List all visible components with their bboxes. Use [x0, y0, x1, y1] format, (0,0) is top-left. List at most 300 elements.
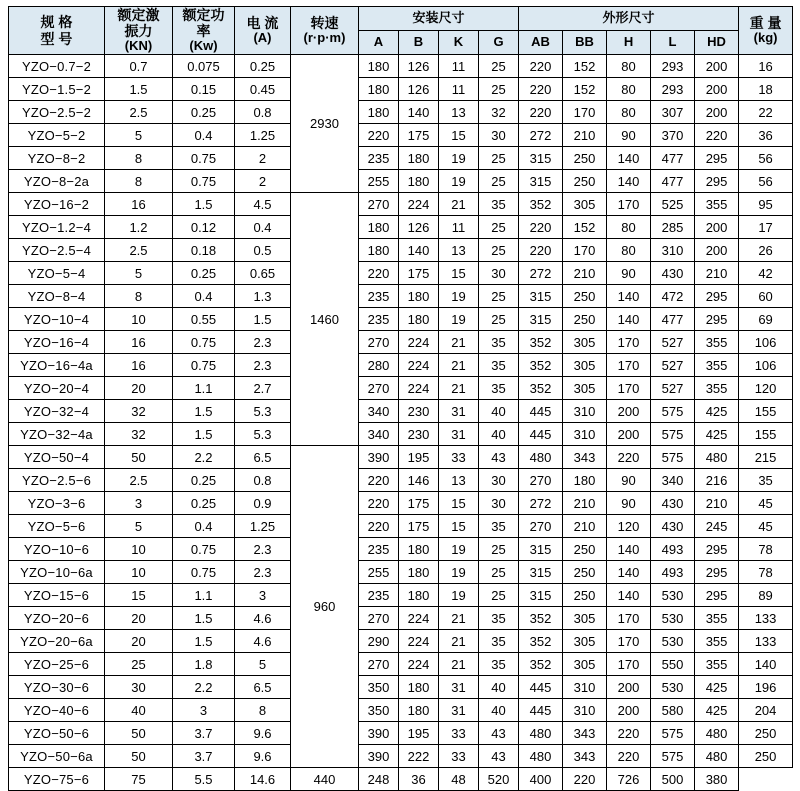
cell-BB: 152 — [563, 55, 607, 78]
table-row — [9, 262, 793, 285]
cell-HD: 480 — [695, 722, 739, 745]
cell-A: 220 — [359, 124, 399, 147]
cell-G: 35 — [479, 354, 519, 377]
cell-AB: 315 — [519, 561, 563, 584]
cell-L: 472 — [651, 285, 695, 308]
cell-current: 5.3 — [235, 400, 291, 423]
cell-H: 80 — [607, 55, 651, 78]
cell-BB: 170 — [563, 101, 607, 124]
cell-K: 15 — [439, 492, 479, 515]
cell-BB: 343 — [563, 722, 607, 745]
cell-model: YZO−16−4a — [9, 354, 105, 377]
cell-HD: 295 — [695, 147, 739, 170]
cell-L: 493 — [651, 538, 695, 561]
cell-G: 35 — [479, 331, 519, 354]
cell-K: 21 — [439, 193, 479, 216]
cell-A: 220 — [359, 469, 399, 492]
table-row — [9, 561, 793, 584]
cell-AB: 352 — [519, 630, 563, 653]
cell-H: 140 — [607, 561, 651, 584]
cell-power: 0.4 — [173, 285, 235, 308]
cell-K: 36 — [399, 768, 439, 791]
cell-L: 527 — [651, 377, 695, 400]
cell-L: 525 — [651, 193, 695, 216]
cell-model: YZO−50−6a — [9, 745, 105, 768]
cell-K: 11 — [439, 55, 479, 78]
cell-B: 175 — [399, 262, 439, 285]
cell-power: 0.15 — [173, 78, 235, 101]
cell-B: 180 — [399, 676, 439, 699]
cell-model: YZO−2.5−2 — [9, 101, 105, 124]
cell-power: 0.25 — [173, 262, 235, 285]
cell-L: 575 — [651, 745, 695, 768]
table-row — [9, 676, 793, 699]
cell-L: 370 — [651, 124, 695, 147]
cell-H: 170 — [607, 377, 651, 400]
cell-current: 2.3 — [235, 331, 291, 354]
cell-weight: 69 — [739, 308, 793, 331]
cell-G: 25 — [479, 285, 519, 308]
cell-G: 35 — [479, 630, 519, 653]
cell-H: 200 — [607, 423, 651, 446]
cell-H: 170 — [607, 653, 651, 676]
header-power-line2: 率 — [196, 23, 211, 40]
cell-BB: 180 — [563, 469, 607, 492]
cell-K: 33 — [439, 446, 479, 469]
cell-A: 270 — [359, 607, 399, 630]
cell-L: 477 — [651, 170, 695, 193]
cell-B: 224 — [399, 193, 439, 216]
cell-weight: 155 — [739, 423, 793, 446]
cell-K: 21 — [439, 630, 479, 653]
cell-current: 5 — [235, 653, 291, 676]
cell-HD: 200 — [695, 78, 739, 101]
header-current-unit: (A) — [253, 30, 272, 46]
cell-B: 180 — [399, 170, 439, 193]
cell-AB: 272 — [519, 262, 563, 285]
cell-weight: 42 — [739, 262, 793, 285]
cell-B: 180 — [399, 699, 439, 722]
table-row — [9, 216, 793, 239]
cell-weight: 95 — [739, 193, 793, 216]
cell-HD: 480 — [695, 446, 739, 469]
cell-AB: 220 — [519, 55, 563, 78]
cell-B: 180 — [399, 561, 439, 584]
cell-HD: 200 — [695, 216, 739, 239]
cell-power: 1.5 — [173, 630, 235, 653]
cell-A: 390 — [359, 745, 399, 768]
cell-G: 43 — [479, 722, 519, 745]
cell-weight: 196 — [739, 676, 793, 699]
cell-AB: 315 — [519, 538, 563, 561]
cell-BB: 343 — [563, 446, 607, 469]
cell-K: 13 — [439, 101, 479, 124]
cell-power: 0.4 — [173, 515, 235, 538]
header-weight — [739, 7, 793, 55]
cell-current: 0.65 — [235, 262, 291, 285]
cell-H: 220 — [563, 768, 607, 791]
cell-model: YZO−50−4 — [9, 446, 105, 469]
cell-force: 8 — [105, 170, 173, 193]
table-row — [9, 722, 793, 745]
cell-AB: 352 — [519, 607, 563, 630]
cell-current: 5.3 — [235, 423, 291, 446]
cell-A: 440 — [291, 768, 359, 791]
cell-G: 43 — [479, 446, 519, 469]
cell-G: 30 — [479, 469, 519, 492]
cell-current: 4.5 — [235, 193, 291, 216]
cell-weight: 36 — [739, 124, 793, 147]
cell-BB: 250 — [563, 285, 607, 308]
cell-L: 285 — [651, 216, 695, 239]
cell-weight: 155 — [739, 400, 793, 423]
cell-G: 48 — [439, 768, 479, 791]
cell-model: YZO−32−4a — [9, 423, 105, 446]
header-sub-AB: AB — [519, 31, 563, 55]
cell-B: 230 — [399, 423, 439, 446]
cell-AB: 480 — [519, 722, 563, 745]
cell-G: 30 — [479, 262, 519, 285]
cell-power: 1.1 — [173, 584, 235, 607]
cell-G: 40 — [479, 676, 519, 699]
cell-G: 25 — [479, 308, 519, 331]
cell-HD: 425 — [695, 400, 739, 423]
header-sub-K: K — [439, 31, 479, 55]
cell-force: 50 — [105, 745, 173, 768]
cell-weight: 18 — [739, 78, 793, 101]
cell-HD: 200 — [695, 55, 739, 78]
cell-B: 230 — [399, 400, 439, 423]
cell-H: 200 — [607, 699, 651, 722]
cell-HD: 480 — [695, 745, 739, 768]
cell-force: 8 — [105, 147, 173, 170]
cell-K: 31 — [439, 676, 479, 699]
header-model-line2: 型 号 — [40, 30, 73, 47]
cell-HD: 200 — [695, 239, 739, 262]
cell-weight: 133 — [739, 630, 793, 653]
cell-HD: 355 — [695, 653, 739, 676]
cell-H: 90 — [607, 492, 651, 515]
cell-H: 140 — [607, 308, 651, 331]
table-row — [9, 423, 793, 446]
cell-power: 1.8 — [173, 653, 235, 676]
cell-L: 580 — [651, 699, 695, 722]
cell-weight: 106 — [739, 354, 793, 377]
cell-G: 25 — [479, 584, 519, 607]
cell-force: 50 — [105, 446, 173, 469]
cell-force: 5 — [105, 515, 173, 538]
cell-AB: 315 — [519, 170, 563, 193]
cell-power: 3.7 — [173, 745, 235, 768]
cell-power: 0.75 — [173, 331, 235, 354]
cell-model: YZO−10−6a — [9, 561, 105, 584]
header-sub-L: L — [651, 31, 695, 55]
cell-BB: 305 — [563, 354, 607, 377]
cell-weight: 56 — [739, 147, 793, 170]
cell-power: 2.2 — [173, 676, 235, 699]
cell-L: 530 — [651, 676, 695, 699]
cell-G: 25 — [479, 538, 519, 561]
cell-model: YZO−20−6a — [9, 630, 105, 653]
table-row — [9, 400, 793, 423]
cell-L: 575 — [651, 423, 695, 446]
cell-G: 35 — [479, 193, 519, 216]
cell-power: 0.25 — [173, 101, 235, 124]
cell-G: 32 — [479, 101, 519, 124]
cell-BB: 400 — [519, 768, 563, 791]
cell-A: 255 — [359, 170, 399, 193]
cell-A: 270 — [359, 653, 399, 676]
cell-AB: 315 — [519, 584, 563, 607]
cell-H: 170 — [607, 607, 651, 630]
cell-A: 340 — [359, 423, 399, 446]
cell-power: 0.75 — [173, 354, 235, 377]
cell-H: 140 — [607, 147, 651, 170]
cell-BB: 343 — [563, 745, 607, 768]
cell-weight: 56 — [739, 170, 793, 193]
cell-A: 180 — [359, 78, 399, 101]
cell-G: 25 — [479, 216, 519, 239]
cell-AB: 315 — [519, 308, 563, 331]
header-sub-G: G — [479, 31, 519, 55]
header-weight-unit: (kg) — [753, 30, 778, 46]
cell-HD: 425 — [695, 423, 739, 446]
cell-force: 10 — [105, 538, 173, 561]
cell-current: 6.5 — [235, 446, 291, 469]
cell-H: 90 — [607, 262, 651, 285]
cell-BB: 250 — [563, 170, 607, 193]
cell-H: 170 — [607, 331, 651, 354]
cell-BB: 305 — [563, 630, 607, 653]
cell-AB: 270 — [519, 515, 563, 538]
cell-B: 180 — [399, 538, 439, 561]
cell-H: 220 — [607, 745, 651, 768]
cell-rpm: 1460 — [291, 193, 359, 446]
table-row — [9, 630, 793, 653]
cell-H: 200 — [607, 676, 651, 699]
cell-B: 224 — [399, 331, 439, 354]
cell-current: 3 — [235, 584, 291, 607]
cell-A: 350 — [359, 699, 399, 722]
cell-L: 493 — [651, 561, 695, 584]
cell-H: 90 — [607, 124, 651, 147]
cell-L: 726 — [607, 768, 651, 791]
cell-AB: 220 — [519, 78, 563, 101]
cell-force: 20 — [105, 630, 173, 653]
cell-K: 21 — [439, 377, 479, 400]
cell-A: 390 — [359, 446, 399, 469]
cell-K: 21 — [439, 653, 479, 676]
cell-G: 40 — [479, 699, 519, 722]
cell-model: YZO−2.5−6 — [9, 469, 105, 492]
cell-power: 0.75 — [173, 170, 235, 193]
cell-weight: 89 — [739, 584, 793, 607]
table-row — [9, 377, 793, 400]
cell-A: 350 — [359, 676, 399, 699]
table-row — [9, 170, 793, 193]
cell-weight: 60 — [739, 285, 793, 308]
cell-HD: 210 — [695, 262, 739, 285]
cell-L: 575 — [651, 446, 695, 469]
cell-power: 5.5 — [173, 768, 235, 791]
cell-BB: 310 — [563, 400, 607, 423]
cell-B: 180 — [399, 147, 439, 170]
cell-weight: 22 — [739, 101, 793, 124]
cell-current: 0.4 — [235, 216, 291, 239]
cell-L: 550 — [651, 653, 695, 676]
cell-power: 1.5 — [173, 193, 235, 216]
cell-BB: 310 — [563, 423, 607, 446]
cell-AB: 272 — [519, 124, 563, 147]
cell-A: 235 — [359, 147, 399, 170]
cell-G: 30 — [479, 124, 519, 147]
cell-BB: 210 — [563, 124, 607, 147]
cell-AB: 315 — [519, 147, 563, 170]
cell-model: YZO−25−6 — [9, 653, 105, 676]
cell-current: 2.3 — [235, 354, 291, 377]
cell-AB: 352 — [519, 331, 563, 354]
table-row — [9, 653, 793, 676]
cell-B: 126 — [399, 55, 439, 78]
header-sub-HD: HD — [695, 31, 739, 55]
cell-K: 31 — [439, 699, 479, 722]
cell-BB: 152 — [563, 78, 607, 101]
cell-BB: 310 — [563, 699, 607, 722]
cell-AB: 270 — [519, 469, 563, 492]
table-row — [9, 285, 793, 308]
cell-model: YZO−16−4 — [9, 331, 105, 354]
cell-BB: 250 — [563, 308, 607, 331]
cell-H: 80 — [607, 101, 651, 124]
cell-L: 527 — [651, 354, 695, 377]
cell-L: 575 — [651, 722, 695, 745]
cell-power: 0.25 — [173, 469, 235, 492]
table-row — [9, 331, 793, 354]
cell-L: 575 — [651, 400, 695, 423]
cell-model: YZO−10−6 — [9, 538, 105, 561]
cell-force: 8 — [105, 285, 173, 308]
cell-A: 220 — [359, 262, 399, 285]
cell-K: 19 — [439, 308, 479, 331]
cell-weight: 140 — [739, 653, 793, 676]
cell-HD: 425 — [695, 699, 739, 722]
header-current — [235, 7, 291, 55]
cell-current: 1.25 — [235, 124, 291, 147]
cell-K: 21 — [439, 331, 479, 354]
cell-H: 170 — [607, 193, 651, 216]
cell-current: 14.6 — [235, 768, 291, 791]
cell-power: 0.18 — [173, 239, 235, 262]
cell-A: 235 — [359, 584, 399, 607]
cell-G: 40 — [479, 400, 519, 423]
cell-A: 180 — [359, 239, 399, 262]
cell-model: YZO−75−6 — [9, 768, 105, 791]
cell-A: 280 — [359, 354, 399, 377]
header-install-dimensions: 安装尺寸 — [359, 7, 519, 31]
cell-AB: 480 — [519, 446, 563, 469]
cell-L: 307 — [651, 101, 695, 124]
cell-BB: 210 — [563, 492, 607, 515]
header-rated-power — [173, 7, 235, 55]
cell-force: 2.5 — [105, 239, 173, 262]
cell-power: 0.75 — [173, 561, 235, 584]
cell-current: 1.3 — [235, 285, 291, 308]
cell-force: 1.5 — [105, 78, 173, 101]
cell-force: 25 — [105, 653, 173, 676]
cell-H: 140 — [607, 170, 651, 193]
cell-A: 180 — [359, 101, 399, 124]
cell-current: 0.8 — [235, 469, 291, 492]
cell-L: 310 — [651, 239, 695, 262]
cell-model: YZO−50−6 — [9, 722, 105, 745]
cell-L: 527 — [651, 331, 695, 354]
cell-model: YZO−20−4 — [9, 377, 105, 400]
cell-power: 0.75 — [173, 147, 235, 170]
cell-power: 3.7 — [173, 722, 235, 745]
cell-A: 270 — [359, 331, 399, 354]
table-row — [9, 101, 793, 124]
vibration-motor-spec-table — [8, 6, 793, 791]
cell-G: 25 — [479, 561, 519, 584]
cell-model: YZO−0.7−2 — [9, 55, 105, 78]
cell-B: 180 — [399, 285, 439, 308]
cell-force: 20 — [105, 377, 173, 400]
cell-G: 25 — [479, 55, 519, 78]
cell-rpm: 2930 — [291, 55, 359, 193]
cell-current: 0.9 — [235, 492, 291, 515]
cell-rpm: 960 — [291, 446, 359, 768]
cell-K: 13 — [439, 239, 479, 262]
cell-AB: 220 — [519, 101, 563, 124]
cell-power: 0.55 — [173, 308, 235, 331]
table-row — [9, 55, 793, 78]
cell-AB: 352 — [519, 354, 563, 377]
cell-B: 180 — [399, 584, 439, 607]
cell-weight: 17 — [739, 216, 793, 239]
table-row — [9, 308, 793, 331]
cell-force: 16 — [105, 331, 173, 354]
cell-H: 140 — [607, 584, 651, 607]
cell-model: YZO−40−6 — [9, 699, 105, 722]
cell-weight: 215 — [739, 446, 793, 469]
cell-HD: 355 — [695, 377, 739, 400]
cell-K: 19 — [439, 561, 479, 584]
cell-HD: 500 — [651, 768, 695, 791]
cell-power: 3 — [173, 699, 235, 722]
cell-model: YZO−2.5−4 — [9, 239, 105, 262]
cell-HD: 245 — [695, 515, 739, 538]
cell-model: YZO−5−6 — [9, 515, 105, 538]
header-weight-line1: 重 量 — [749, 15, 782, 32]
cell-model: YZO−1.5−2 — [9, 78, 105, 101]
cell-force: 3 — [105, 492, 173, 515]
cell-BB: 250 — [563, 561, 607, 584]
cell-weight: 16 — [739, 55, 793, 78]
cell-AB: 352 — [519, 377, 563, 400]
cell-power: 1.1 — [173, 377, 235, 400]
cell-G: 35 — [479, 653, 519, 676]
cell-AB: 445 — [519, 676, 563, 699]
cell-K: 21 — [439, 354, 479, 377]
cell-BB: 170 — [563, 239, 607, 262]
table-body — [9, 55, 793, 791]
cell-AB: 480 — [519, 745, 563, 768]
cell-model: YZO−3−6 — [9, 492, 105, 515]
cell-model: YZO−5−2 — [9, 124, 105, 147]
cell-model: YZO−10−4 — [9, 308, 105, 331]
cell-H: 140 — [607, 538, 651, 561]
cell-current: 0.5 — [235, 239, 291, 262]
